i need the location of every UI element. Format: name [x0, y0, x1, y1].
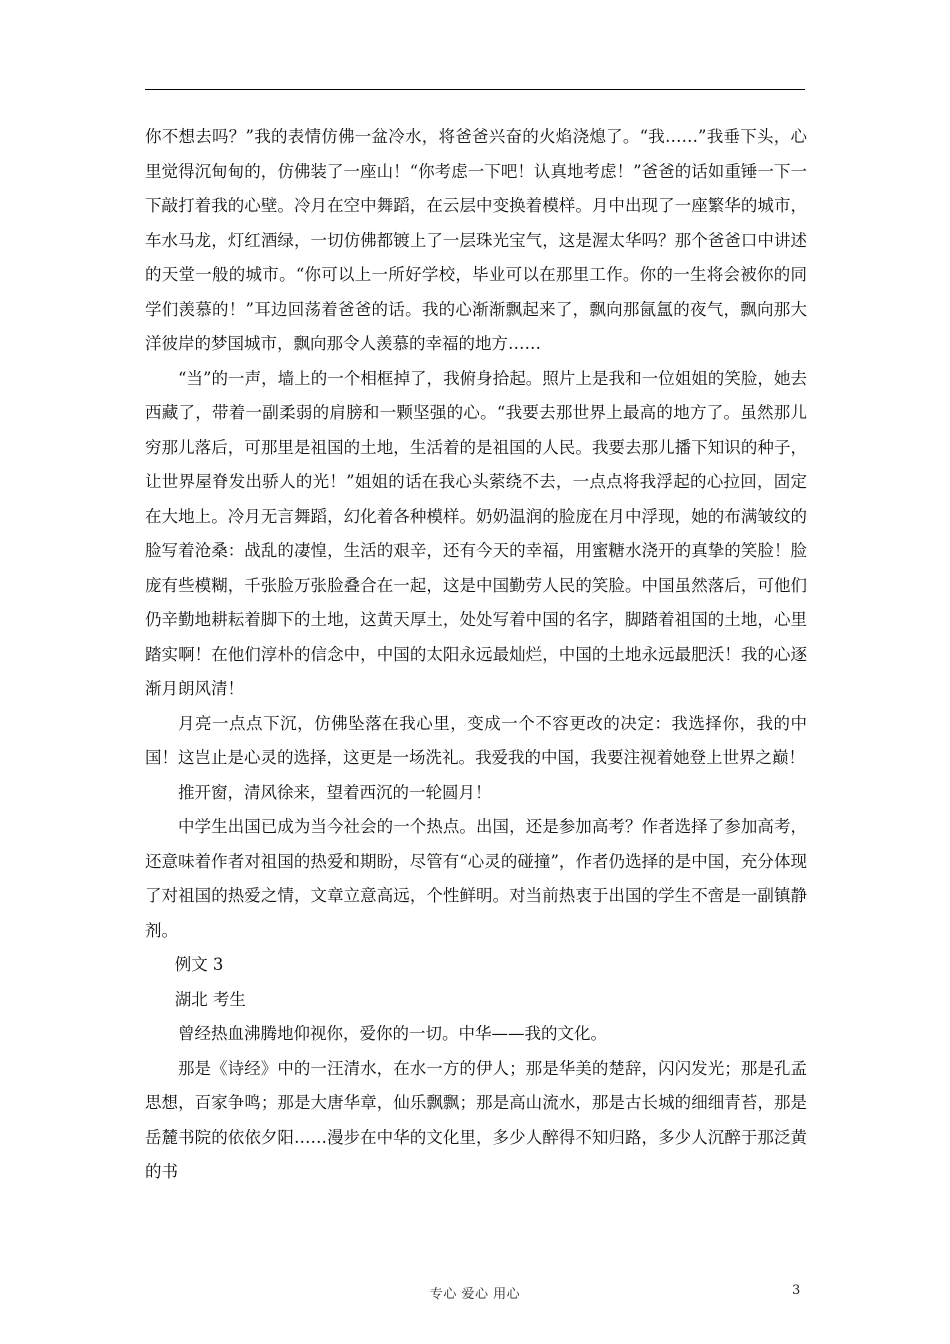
paragraph-2: “当”的一声，墙上的一个相框掉了，我俯身拾起。照片上是我和一位姐姐的笑脸，她去西藏了，带着一副柔弱的肩膀和一颗坚强的心。“我要去那世界上最高的地方了。虽然那儿穷那儿落后，可那里是祖国的土地，生活着的是祖国的人民。我要去那儿播下知识的种子，让世界屋脊发出骄人的光！”姐姐的话在我心头萦绕不去，一点点将我浮起的心拉回，固定在大地上。冷月无言舞蹈，幻化着各种模样。奶奶温润的脸庞在月中浮现，她的布满皱纹的脸写着沧桑：战乱的凄惶，生活的艰辛，还有今天的幸福，用蜜糖水浇开的真挚的笑脸！脸庞有些模糊，千张脸万张脸叠合在一起，这是中国勤劳人民的笑脸。中国虽然落后，可他们仍辛勤地耕耘着脚下的土地，这黄天厚土，处处写着中国的名字，脚踏着祖国的土地，心里踏实啊！在他们淳朴的信念中，中国的太阳永远最灿烂，中国的土地永远最肥沃！我的心逐渐月朗风清！ [145, 368, 807, 698]
paragraph-9: 那是《诗经》中的一汪清水，在水一方的伊人；那是华美的楚辞，闪闪发光；那是孔孟思想，百家争鸣；那是大唐华章，仙乐飘飘；那是高山流水，那是古长城的细细青苔，那是岳麓书院的依依夕阳……漫步在中华的文化里，多少人醉得不知归路，多少人沉醉于那泛黄的书 [145, 1058, 807, 1181]
author-line: 湖北 考生 [174, 989, 246, 1009]
document-body [145, 120, 807, 1190]
paragraph-4: 推开窗，清风徐来，望着西沉的一轮圆月！ [178, 782, 492, 802]
example-heading: 例文 3 [174, 955, 224, 974]
paragraph-1: 你不想去吗？”我的表情仿佛一盆冷水，将爸爸兴奋的火焰浇熄了。“我……”我垂下头，心里觉得沉甸甸的，仿佛装了一座山！“你考虑一下吧！认真地考虑！”爸爸的话如重锤一下一下敲打着我的心壁。冷月在空中舞蹈，在云层中变换着模样。月中出现了一座繁华的城市，车水马龙，灯红酒绿，一切仿佛都镀上了一层珠光宝气，这是渥太华吗？那个爸爸口中讲述的天堂一般的城市。“你可以上一所好学校，毕业可以在那里工作。你的一生将会被你的同学们羡慕的！”耳边回荡着爸爸的话。我的心渐渐飘起来了，飘向那氤氲的夜气，飘向那大洋彼岸的梦国城市，飘向那令人羡慕的幸福的地方…… [145, 127, 807, 353]
commentary-paragraph: 中学生出国已成为当今社会的一个热点。出国，还是参加高考？作者选择了参加高考，还意味着作者对祖国的热爱和期盼，尽管有“心灵的碰撞”，作者仍选择的是中国，充分体现了对祖国的热爱之情，文章立意高远，个性鲜明。对当前热衷于出国的学生不啻是一副镇静剂。 [145, 817, 807, 940]
paragraph-8: 曾经热血沸腾地仰视你，爱你的一切。中华——我的文化。 [178, 1024, 607, 1043]
paragraph-3: 月亮一点点下沉，仿佛坠落在我心里，变成一个不容更改的决定：我选择你，我的中国！这岂止是心灵的选择，这更是一场洗礼。我爱我的中国，我要注视着她登上世界之巅！ [145, 713, 807, 767]
header-rule [145, 89, 805, 90]
page-number: 3 [792, 1283, 801, 1298]
footer-motto: 专心 爱心 用心 [429, 1287, 521, 1302]
